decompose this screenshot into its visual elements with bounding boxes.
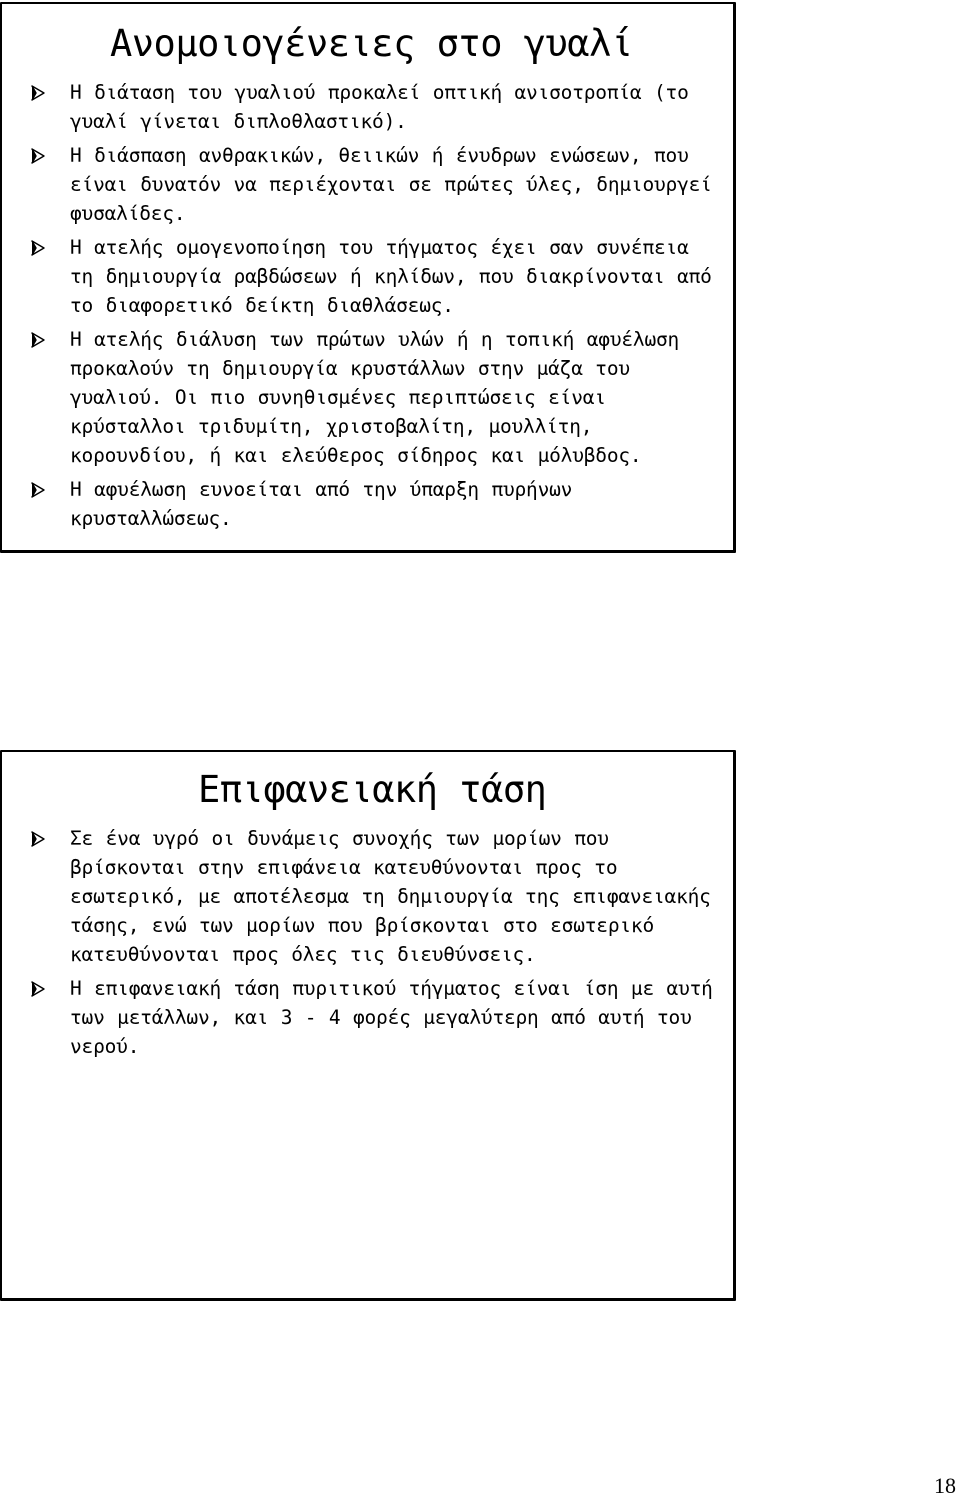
bullet-item — [18, 974, 723, 1061]
arrowhead-bullet-icon — [18, 141, 58, 170]
bullet-item — [18, 233, 723, 320]
bullet-item — [18, 141, 723, 228]
bullet-item — [18, 325, 723, 470]
arrowhead-bullet-icon — [18, 78, 58, 107]
bullet-list — [18, 824, 723, 1066]
bullet-text: Η διάταση του γυαλιού προκαλεί οπτική ανισοτροπία (το γυαλί γίνεται διπλοθλαστικό). — [70, 81, 689, 133]
bullet-text: Η διάσπαση ανθρακικών, θειικών ή ένυδρων ενώσεων, που είναι δυνατόν να περιέχονται σε πρώτες ύλες, δημιουργεί φυσαλίδες. — [70, 144, 712, 225]
bullet-list — [18, 78, 723, 538]
bullet-item — [18, 78, 723, 136]
page-number: 18 — [934, 1473, 956, 1498]
bullet-item — [18, 475, 723, 533]
slide-1 — [0, 2, 736, 553]
bullet-text: Η αφυέλωση ευνοείται από την ύπαρξη πυρήνων κρυσταλλώσεως. — [70, 478, 573, 530]
slide-2 — [0, 750, 736, 1301]
arrowhead-bullet-icon — [18, 233, 58, 262]
arrowhead-bullet-icon — [18, 475, 58, 504]
bullet-text: Η ατελής ομογενοποίηση του τήγματος έχει σαν συνέπεια τη δημιουργία ραβδώσεων ή κηλίδων, που διακρίνονται από το διαφορετικό δείκτη διαθλάσεως. — [70, 236, 712, 317]
bullet-text: Η ατελής διάλυση των πρώτων υλών ή η τοπική αφυέλωση προκαλούν τη δημιουργία κρυστάλλων στην μάζα του γυαλιού. Οι πιο συνηθισμένες περιπτώσεις είναι κρύσταλλοι τριδυμίτη, χριστοβαλίτη, μουλλίτη, κορουνδίου, ή και ελεύθερος σίδηρος και μόλυβδος. — [70, 328, 680, 467]
arrowhead-bullet-icon — [18, 974, 58, 1003]
bullet-text: Η επιφανειακή τάση πυριτικού τήγματος είναι ίση με αυτή των μετάλλων, και 3 - 4 φορές μεγαλύτερη από αυτή του νερού. — [70, 977, 713, 1058]
bullet-item — [18, 824, 723, 969]
slide-title: Επιφανειακή τάση — [198, 768, 547, 811]
slide-title: Ανομοιογένειες στο γυαλί — [110, 22, 633, 65]
bullet-text: Σε ένα υγρό οι δυνάμεις συνοχής των μορίων που βρίσκονται στην επιφάνεια κατευθύνονται προς το εσωτερικό, με αποτέλεσμα τη δημιουργία της επιφανειακής τάσης, ενώ των μορίων που βρίσκονται στο εσωτερικό κατευθύνονται προς όλες τις διευθύνσεις. — [70, 827, 711, 966]
arrowhead-bullet-icon — [18, 824, 58, 853]
arrowhead-bullet-icon — [18, 325, 58, 354]
